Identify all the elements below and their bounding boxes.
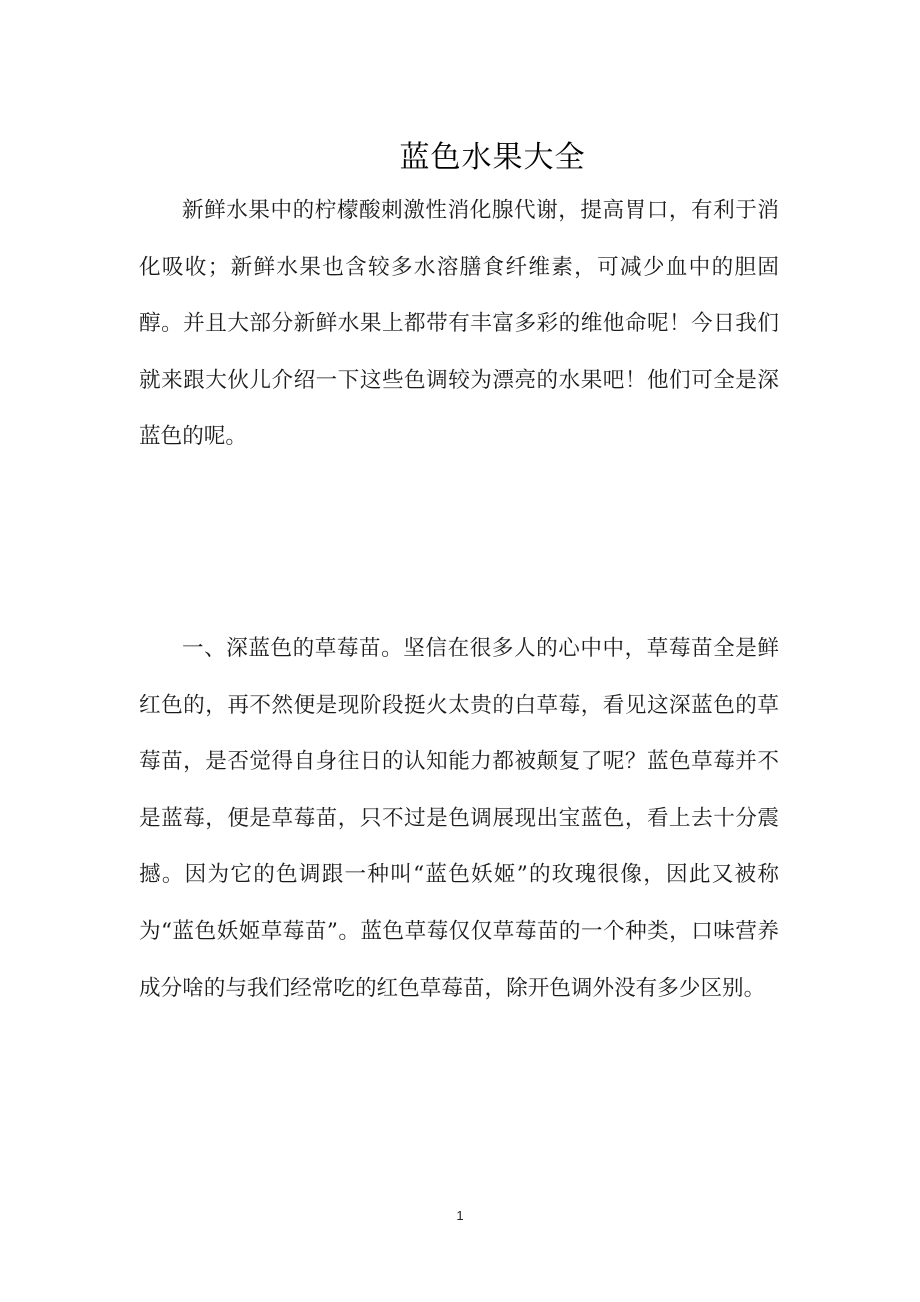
document-title: 蓝色水果大全 <box>399 140 586 176</box>
section-one-paragraph: 一、深蓝色的草莓苗。坚信在很多人的心中中，草莓苗全是鲜红色的，再不然便是现阶段挺火太贵的白草莓，看见这深蓝色的草莓苗，是否觉得自身往日的认知能力都被颠复了呢？蓝色草莓并不是蓝莓，便是草莓苗，只不过是色调展现出宝蓝色，看上去十分震撼。因为它的色调跟一种叫“蓝色妖姬”的玫瑰很像，因此又被称为“蓝色妖姬草莓苗”。蓝色草莓仅仅草莓苗的一个种类，口味营养成分啥的与我们经常吃的红色草莓苗，除开色调外没有多少区别。 <box>139 636 779 1001</box>
intro-paragraph: 新鲜水果中的柠檬酸刺激性消化腺代谢，提高胃口，有利于消化吸收；新鲜水果也含较多水溶膳食纤维素，可减少血中的胆固醇。并且大部分新鲜水果上都带有丰富多彩的维他命呢！今日我们就来跟大伙儿介绍一下这些色调较为漂亮的水果吧！他们可全是深蓝色的呢。 <box>139 198 779 450</box>
page-number: 1 <box>456 1208 464 1223</box>
